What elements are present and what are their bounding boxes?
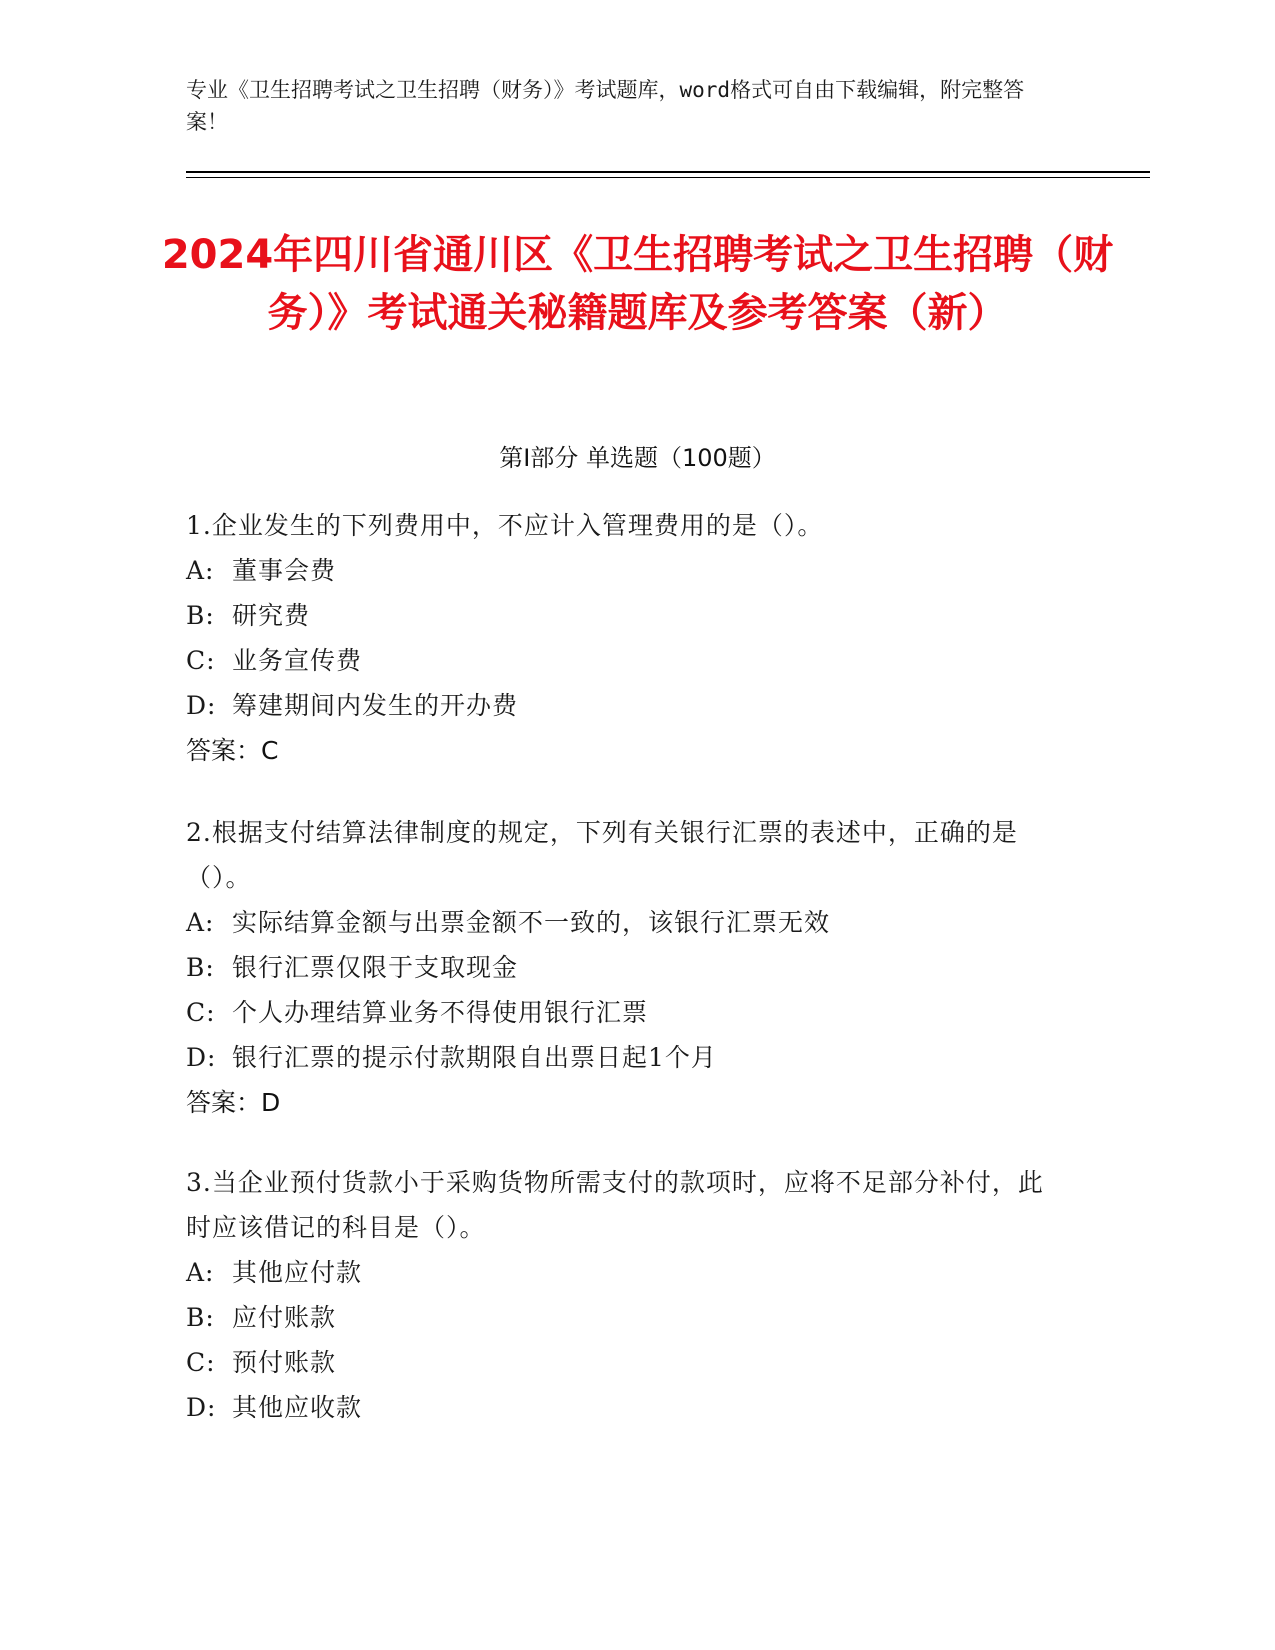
header-rule-thin: [186, 177, 1150, 178]
option-text: 其他应收款: [232, 1393, 363, 1422]
answer-line: 答案：D: [186, 1088, 281, 1117]
question-stem: 2.根据支付结算法律制度的规定，下列有关银行汇票的表述中，正确的是（）。: [186, 818, 1018, 892]
document-title: 2024年四川省通川区《卫生招聘考试之卫生招聘（财务）》考试通关秘籍题库及参考答案（新）: [161, 232, 1114, 336]
option-text: 银行汇票的提示付款期限自出票日起1个月: [232, 1043, 717, 1072]
option-key: B:: [186, 1303, 215, 1332]
option-text: 银行汇票仅限于支取现金: [232, 953, 519, 982]
option-text: 董事会费: [232, 556, 337, 585]
question-stem: 3.当企业预付货款小于采购货物所需支付的款项时，应将不足部分补付，此时应该借记的科目是（）。: [186, 1168, 1044, 1242]
question-stem: 1.企业发生的下列费用中，不应计入管理费用的是（）。: [186, 511, 824, 540]
option-text: 预付账款: [232, 1348, 337, 1377]
option-key: B:: [186, 953, 215, 982]
option-a: [186, 548, 1066, 593]
option-key: D:: [186, 691, 217, 720]
option-key: C:: [186, 1348, 216, 1377]
option-d: [186, 1385, 1066, 1430]
option-a: [186, 1250, 1066, 1295]
section-heading: 第Ⅰ部分 单选题（100题）: [499, 444, 776, 472]
option-key: C:: [186, 646, 216, 675]
option-key: D:: [186, 1043, 217, 1072]
option-a: [186, 900, 1066, 945]
question-3: [186, 1160, 1066, 1430]
option-key: A:: [186, 1258, 215, 1287]
option-text: 个人办理结算业务不得使用银行汇票: [232, 998, 649, 1027]
answer-line: 答案：C: [186, 736, 279, 765]
option-text: 应付账款: [232, 1303, 337, 1332]
option-text: 筹建期间内发生的开办费: [232, 691, 519, 720]
option-d: [186, 683, 1066, 728]
option-key: A:: [186, 908, 215, 937]
option-d: [186, 1035, 1066, 1080]
header-rule-thick: [186, 171, 1150, 173]
option-c: [186, 990, 1066, 1035]
question-1: [186, 503, 1066, 773]
option-text: 业务宣传费: [232, 646, 363, 675]
option-b: [186, 1295, 1066, 1340]
option-text: 研究费: [232, 601, 311, 630]
header-note: 专业《卫生招聘考试之卫生招聘（财务）》考试题库，word格式可自由下载编辑，附完整答案！: [186, 78, 1025, 134]
option-key: A:: [186, 556, 215, 585]
option-text: 实际结算金额与出票金额不一致的，该银行汇票无效: [232, 908, 831, 937]
option-c: [186, 1340, 1066, 1385]
option-text: 其他应付款: [232, 1258, 363, 1287]
option-b: [186, 945, 1066, 990]
option-key: B:: [186, 601, 215, 630]
question-2: [186, 810, 1066, 1125]
option-key: D:: [186, 1393, 217, 1422]
option-b: [186, 593, 1066, 638]
option-key: C:: [186, 998, 216, 1027]
option-c: [186, 638, 1066, 683]
